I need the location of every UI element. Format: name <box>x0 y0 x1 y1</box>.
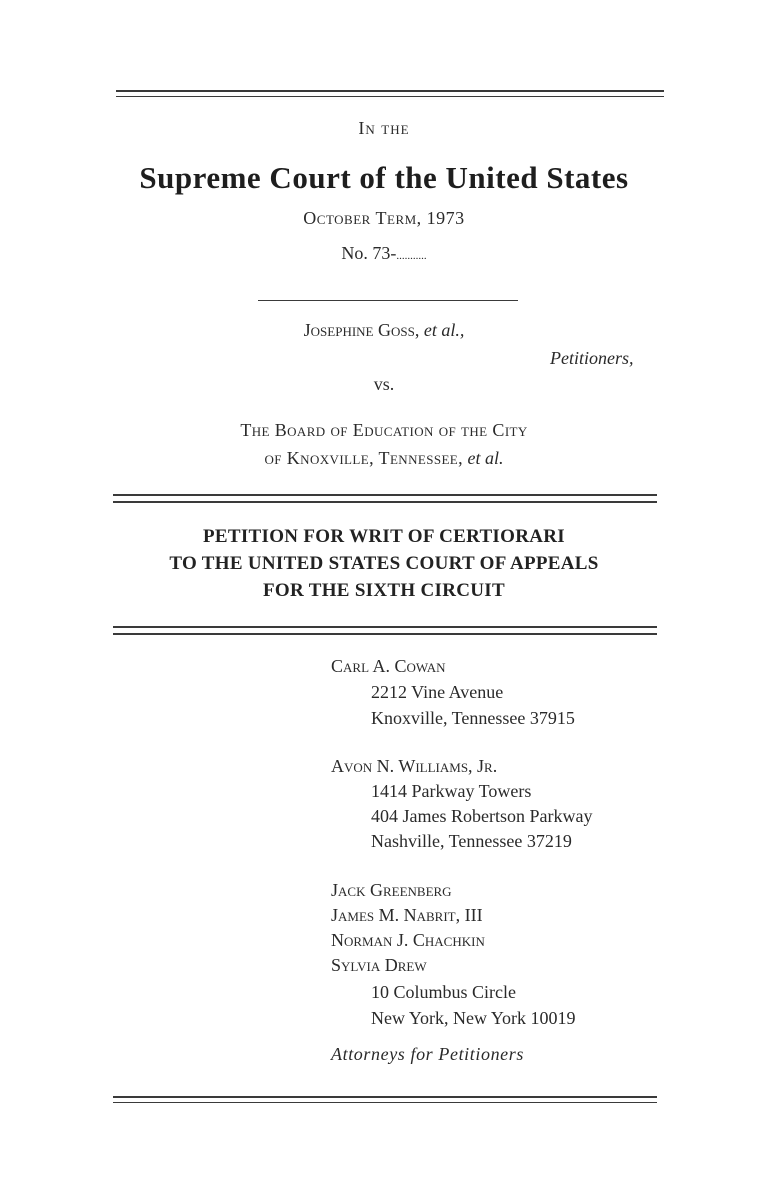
attorney-address: 1414 Parkway Towers <box>371 781 532 801</box>
docket-number <box>0 243 768 264</box>
respondent-etal: et al. <box>467 448 504 468</box>
attorney-address: Knoxville, Tennessee 37915 <box>371 708 575 728</box>
attorney-name: James M. Nabrit, III <box>331 905 483 925</box>
petitioner-line <box>0 320 768 341</box>
title-rule-top-2 <box>113 501 657 503</box>
respondent-line-1: The Board of Education of the City <box>240 420 528 440</box>
respondent-location: of Knoxville, Tennessee, <box>264 448 464 468</box>
attorney-name: Jack Greenberg <box>331 880 452 900</box>
attorney-name: Norman J. Chachkin <box>331 930 485 950</box>
attorney-name: Carl A. Cowan <box>331 656 446 676</box>
caption-divider <box>258 300 518 301</box>
court-name: Supreme Court of the United States <box>139 160 629 195</box>
in-the-label: In the <box>358 118 410 138</box>
attorney-address: 2212 Vine Avenue <box>371 682 504 702</box>
docket-blank: ........... <box>396 250 427 262</box>
petition-title-line-2: TO THE UNITED STATES COURT OF APPEALS <box>169 553 599 574</box>
bottom-rule-thin <box>113 1102 657 1103</box>
petitioner-role: Petitioners, <box>550 348 634 368</box>
petition-title <box>0 523 768 604</box>
petitioner-name: Josephine Goss, <box>303 320 420 340</box>
petitioner-etal: et al., <box>423 320 465 340</box>
petition-title-line-1: PETITION FOR WRIT OF CERTIORARI <box>203 526 565 547</box>
attorneys-for: Attorneys for Petitioners <box>331 1044 524 1064</box>
bottom-rule <box>113 1096 657 1098</box>
top-rule <box>116 90 664 92</box>
term: October Term, 1973 <box>303 208 465 228</box>
versus: vs. <box>373 374 395 394</box>
attorney-address: Nashville, Tennessee 37219 <box>371 831 572 851</box>
attorney-address: New York, New York 10019 <box>371 1008 576 1028</box>
title-rule-bottom-1 <box>113 626 657 628</box>
respondent-line-2 <box>0 448 768 469</box>
title-rule-top-1 <box>113 494 657 496</box>
title-rule-bottom-2 <box>113 633 657 635</box>
attorney-name: Sylvia Drew <box>331 955 427 975</box>
attorney-address: 404 James Robertson Parkway <box>371 806 593 826</box>
attorney-name: Avon N. Williams, Jr. <box>331 756 498 776</box>
petition-title-line-3: FOR THE SIXTH CIRCUIT <box>263 580 505 601</box>
attorney-address: 10 Columbus Circle <box>371 982 516 1002</box>
docket-prefix: No. 73- <box>341 243 397 263</box>
top-rule-thin <box>116 96 664 97</box>
